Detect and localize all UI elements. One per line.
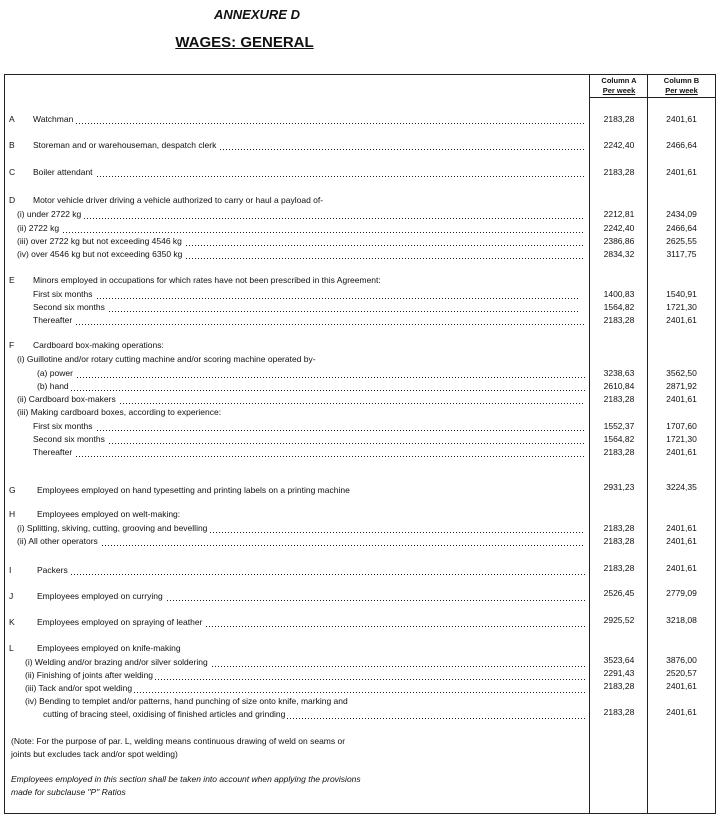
note-line: (Note: For the purpose of par. L, welding means continuous drawing of weld on seams or: [11, 736, 346, 746]
row-f-i: [5, 352, 589, 366]
value-b: 3562,50: [666, 368, 697, 378]
value-b: 2401,61: [666, 167, 697, 177]
row-a: [5, 112, 589, 126]
row-label: Second six months: [33, 300, 579, 314]
row-l-iii: [5, 681, 589, 695]
row-e-first: [5, 287, 589, 301]
value-a: 2183,28: [603, 394, 635, 404]
row-letter: L: [9, 643, 14, 653]
row-label: (iv) over 4546 kg but not exceeding 6350 kg: [17, 247, 585, 261]
row-label: Minors employed in occupations for which rates have not been prescribed in this Agreement:: [33, 275, 381, 285]
value-b: 3117,75: [666, 249, 697, 259]
row-label: (ii) Cardboard box-makers: [17, 392, 585, 406]
row-label: Thereafter: [33, 445, 585, 459]
row-label: Packers: [37, 563, 585, 577]
value-b: 3218,08: [666, 615, 697, 625]
row-e-second: [5, 300, 589, 314]
value-a: 2183,28: [603, 707, 635, 717]
row-g: [5, 483, 589, 497]
value-b: 2401,61: [666, 315, 697, 325]
value-a: 2931,23: [603, 482, 635, 492]
value-a: 1564,82: [603, 302, 635, 312]
value-b: 2466,64: [666, 140, 697, 150]
row-f-second: [5, 432, 589, 446]
value-b: 2466,64: [666, 223, 697, 233]
row-b: [5, 138, 589, 152]
row-label: First six months: [33, 419, 585, 433]
column-b-header: [648, 76, 715, 96]
row-letter: E: [9, 275, 15, 285]
row-c: [5, 165, 589, 179]
value-a: 2183,28: [603, 523, 635, 533]
row-label: (iii) Making cardboard boxes, according to experience:: [17, 407, 222, 417]
row-label: (i) Welding and/or brazing and/or silver soldering: [25, 655, 585, 669]
row-letter: C: [9, 167, 16, 177]
row-letter: J: [9, 591, 14, 601]
row-j: [5, 589, 589, 603]
value-a: 2183,28: [603, 315, 635, 325]
value-b: 1707,60: [666, 421, 697, 431]
row-letter: K: [9, 617, 15, 627]
value-b: 1540,91: [666, 289, 697, 299]
row-f: [5, 338, 589, 352]
row-label: (iii) over 2722 kg but not exceeding 4546 kg: [17, 234, 585, 248]
value-a: 3238,63: [603, 368, 635, 378]
row-f-hand: [5, 379, 589, 393]
value-a: 2834,32: [603, 249, 635, 259]
row-label: Storeman and or warehouseman, despatch clerk: [33, 138, 585, 152]
row-h: [5, 507, 589, 521]
row-label: (ii) 2722 kg: [17, 221, 585, 235]
value-b: 2779,09: [666, 588, 697, 598]
row-label: Motor vehicle driver driving a vehicle authorized to carry or haul a payload of-: [33, 195, 324, 205]
row-letter: G: [9, 485, 16, 495]
page-title: WAGES: GENERAL: [175, 34, 314, 51]
value-b: 1721,30: [666, 302, 697, 312]
value-a: 2183,28: [603, 536, 635, 546]
row-f-ii: [5, 392, 589, 406]
row-letter: A: [9, 114, 15, 124]
row-label: (i) Splitting, skiving, cutting, grooving and bevelling: [17, 521, 585, 535]
value-b: 3224,35: [666, 482, 697, 492]
row-l: [5, 641, 589, 655]
value-b: 2871,92: [666, 381, 697, 391]
value-b: 2401,61: [666, 681, 697, 691]
row-label: (b) hand: [37, 379, 585, 393]
row-e-after: [5, 313, 589, 327]
row-label: (iii) Tack and/or spot welding: [25, 681, 585, 695]
row-label: Employees employed on hand typesetting and printing labels on a printing machine: [37, 485, 350, 495]
value-b: 2625,55: [666, 236, 697, 246]
value-a: 2610,84: [603, 381, 635, 391]
header-rule: [589, 97, 715, 98]
value-a: 2291,43: [603, 668, 635, 678]
value-a: 2526,45: [603, 588, 635, 598]
column-b-title: Column B: [663, 76, 700, 85]
row-l-ii: [5, 668, 589, 682]
value-a: 2183,28: [603, 167, 635, 177]
value-a: 2183,28: [603, 681, 635, 691]
row-label: (i) Guillotine and/or rotary cutting machine and/or scoring machine operated by-: [17, 354, 316, 364]
value-b: 2401,61: [666, 536, 697, 546]
column-b-unit: Per week: [665, 86, 698, 95]
row-f-iii: [5, 405, 589, 419]
value-a: 2386,86: [603, 236, 635, 246]
note-line: joints but excludes tack and/or spot welding): [11, 749, 178, 759]
row-i: [5, 563, 589, 577]
value-b: 2434,09: [666, 209, 697, 219]
footnote-line: made for subclause "P" Ratios: [11, 787, 126, 797]
row-f-power: [5, 366, 589, 380]
row-h-ii: [5, 534, 589, 548]
row-label: (ii) Finishing of joints after welding: [25, 668, 585, 682]
row-l-iv: [5, 694, 589, 708]
row-label: Watchman: [33, 112, 585, 126]
row-label: Thereafter: [33, 313, 585, 327]
value-a: 1564,82: [603, 434, 635, 444]
value-b: 2401,61: [666, 447, 697, 457]
value-b: 2401,61: [666, 707, 697, 717]
row-label: Employees employed on knife-making: [37, 643, 181, 653]
row-d-i: [5, 207, 589, 221]
value-b: 2520,57: [666, 668, 697, 678]
annexure-label: ANNEXURE D: [214, 7, 300, 22]
row-letter: I: [9, 565, 12, 575]
value-b: 2401,61: [666, 563, 697, 573]
row-label: (ii) All other operators: [17, 534, 585, 548]
row-f-after: [5, 445, 589, 459]
row-label: Employees employed on spraying of leather: [37, 615, 585, 629]
row-label: (a) power: [37, 366, 585, 380]
row-letter: H: [9, 509, 16, 519]
row-d-iii: [5, 234, 589, 248]
row-d-iv: [5, 247, 589, 261]
value-b: 2401,61: [666, 394, 697, 404]
row-d-ii: [5, 221, 589, 235]
row-label: First six months: [33, 287, 579, 301]
row-label: (iv) Bending to templet and/or patterns, hand punching of size onto knife, marking and: [25, 696, 348, 706]
value-a: 2925,52: [603, 615, 635, 625]
row-d: [5, 193, 589, 207]
row-letter: D: [9, 195, 16, 205]
row-k: [5, 615, 589, 629]
value-a: 2183,28: [603, 114, 635, 124]
column-a-unit: Per week: [602, 86, 636, 95]
value-a: 2242,40: [603, 140, 635, 150]
row-e: [5, 273, 589, 287]
column-a-title: Column A: [601, 76, 637, 85]
row-label: Boiler attendant: [33, 165, 585, 179]
row-letter: B: [9, 140, 15, 150]
row-label: (i) under 2722 kg: [17, 207, 585, 221]
row-label: Second six months: [33, 432, 585, 446]
row-label: cutting of bracing steel, oxidising of finished articles and grinding: [43, 707, 585, 721]
value-a: 3523,64: [603, 655, 635, 665]
value-b: 2401,61: [666, 523, 697, 533]
value-b: 3876,00: [666, 655, 697, 665]
value-b: 2401,61: [666, 114, 697, 124]
value-a: 2183,28: [603, 563, 635, 573]
value-a: 2183,28: [603, 447, 635, 457]
column-a-header: [590, 76, 648, 96]
row-letter: F: [9, 340, 15, 350]
value-a: 2242,40: [603, 223, 635, 233]
value-a: 1552,37: [603, 421, 635, 431]
row-label: Employees employed on currying: [37, 589, 585, 603]
wages-table: [4, 74, 716, 814]
footnote-line: Employees employed in this section shall be taken into account when applying the provisions: [11, 774, 361, 784]
row-h-i: [5, 521, 589, 535]
value-a: 2212,81: [603, 209, 635, 219]
row-label: Cardboard box-making operations:: [33, 340, 164, 350]
row-l-iv-cont: [5, 707, 589, 721]
row-l-i: [5, 655, 589, 669]
row-f-first: [5, 419, 589, 433]
value-b: 1721,30: [666, 434, 697, 444]
row-label: Employees employed on welt-making:: [37, 509, 181, 519]
value-a: 1400,83: [603, 289, 635, 299]
